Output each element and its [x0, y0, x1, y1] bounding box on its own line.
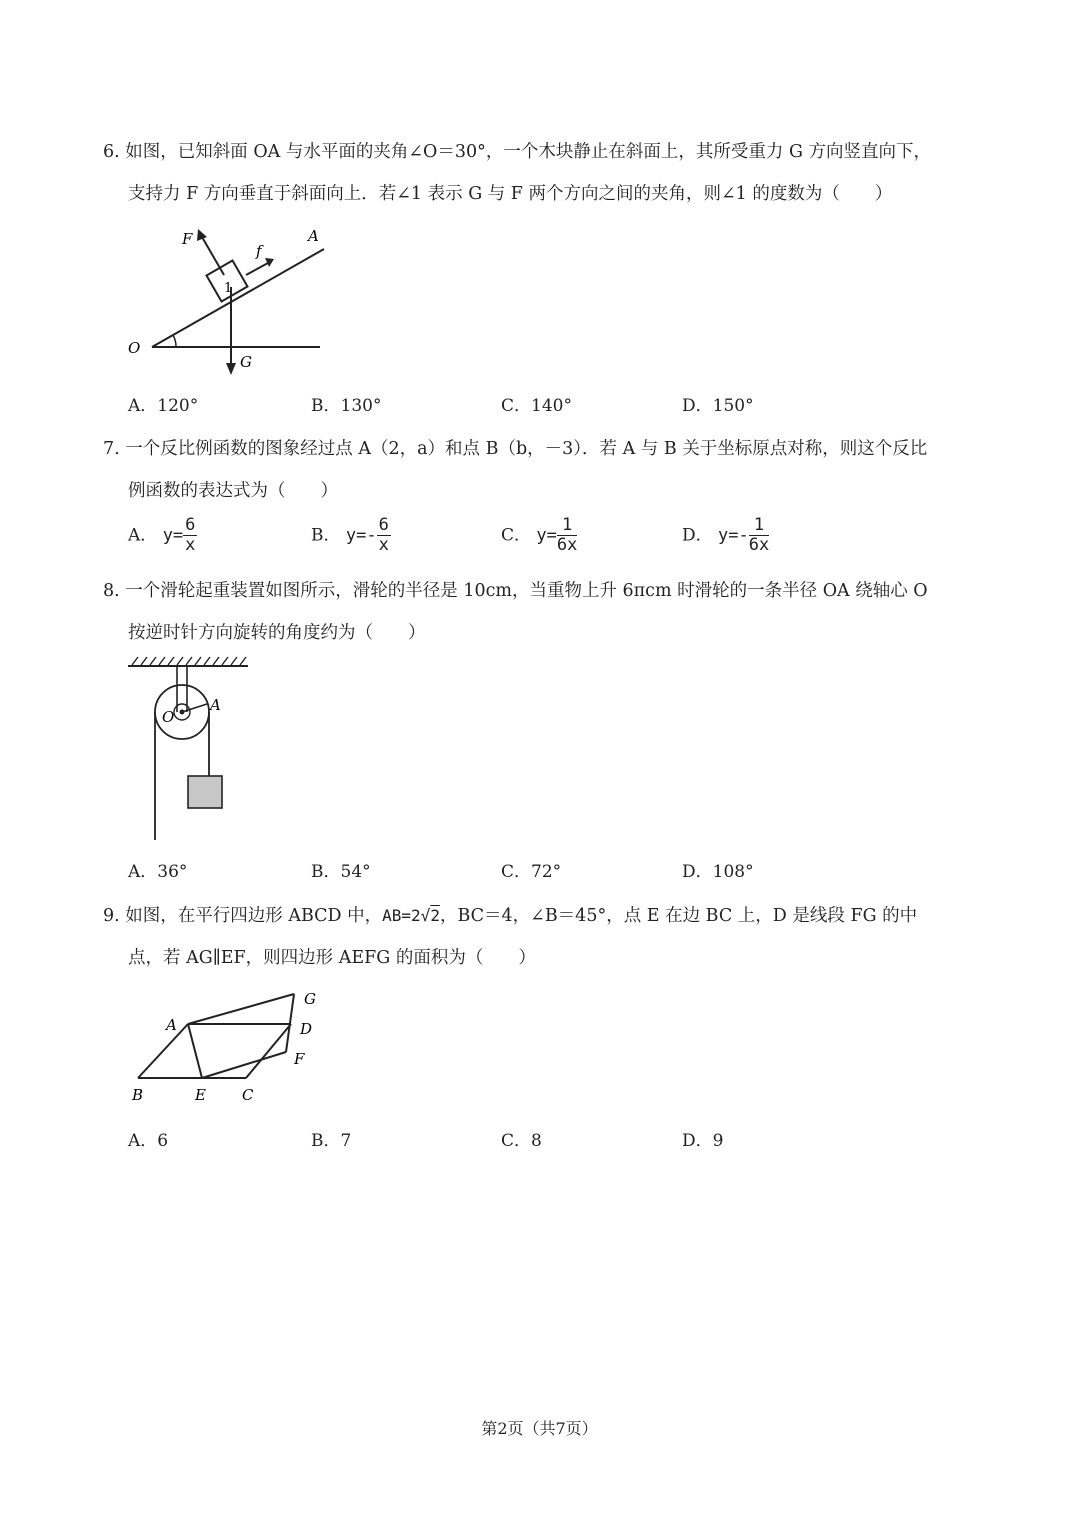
q6-option-b[interactable]: B．130° — [311, 396, 382, 416]
q8-option-b[interactable]: B．54° — [311, 862, 371, 882]
q6-option-a[interactable]: A．120° — [128, 396, 199, 416]
q6-option-c[interactable]: C．140° — [501, 396, 572, 416]
q8-text-line2: 按逆时针方向旋转的角度约为（ ） — [128, 623, 426, 643]
q9-option-c[interactable]: C．8 — [501, 1131, 542, 1151]
q8-option-d[interactable]: D．108° — [682, 862, 754, 882]
q6-label-1: 1 — [224, 281, 233, 296]
q8-text-line1: 8. 一个滑轮起重装置如图所示，滑轮的半径是 10cm，当重物上升 6πcm 时滑轮的一条半径 OA 绕轴心 O — [103, 581, 928, 601]
q7-option-c[interactable]: C． y= $\frac{1}{6x}$ — [501, 515, 578, 555]
q9-figure-parallelogram — [120, 982, 330, 1112]
q7-option-b[interactable]: B． y=- $\frac{6}{x}$ — [311, 515, 389, 555]
q8-label-A: A — [210, 696, 221, 714]
page-footer: 第2页（共7页） — [481, 1419, 598, 1438]
q9-label-E: E — [195, 1086, 206, 1104]
q9-label-A: A — [166, 1016, 177, 1034]
q7-option-a[interactable]: A． y= $\frac{6}{x}$ — [128, 515, 196, 555]
q9-label-G: G — [304, 990, 316, 1008]
q6-label-A: A — [308, 227, 319, 245]
q6-text-line1: 6. 如图，已知斜面 OA 与水平面的夹角∠O＝30°，一个木块静止在斜面上，其所受重力 G 方向竖直向下， — [103, 142, 931, 162]
q7-text-line1: 7. 一个反比例函数的图象经过点 A（2，a）和点 B（b，－3）．若 A 与 B 关于坐标原点对称，则这个反比 — [103, 439, 928, 459]
q6-text-line2: 支持力 F 方向垂直于斜面向上．若∠1 表示 G 与 F 两个方向之间的夹角，则∠1 的度数为（ ） — [128, 184, 893, 204]
q9-text-line1: 9. 如图，在平行四边形 ABCD 中，AB=2√2，BC＝4，∠B＝45°，点 E 在边 BC 上，D 是线段 FG 的中 — [103, 906, 918, 926]
q9-label-B: B — [132, 1086, 144, 1104]
q9-option-a[interactable]: A．6 — [128, 1131, 169, 1151]
q6-label-O: O — [128, 339, 141, 357]
q8-option-c[interactable]: C．72° — [501, 862, 562, 882]
q9-label-F: F — [294, 1050, 305, 1068]
q6-label-f: f — [256, 242, 262, 260]
q8-figure-pulley — [120, 652, 255, 844]
q8-label-O: O — [162, 708, 175, 726]
q9-label-C: C — [242, 1086, 254, 1104]
q9-option-b[interactable]: B．7 — [311, 1131, 352, 1151]
q9-option-d[interactable]: D．9 — [682, 1131, 724, 1151]
q7-text-line2: 例函数的表达式为（ ） — [128, 481, 338, 501]
q6-label-G: G — [240, 353, 252, 371]
q6-option-d[interactable]: D．150° — [682, 396, 754, 416]
q7-option-d[interactable]: D． y=- $\frac{1}{6x}$ — [682, 515, 770, 555]
q9-label-D: D — [300, 1020, 313, 1038]
q6-label-F: F — [182, 230, 193, 248]
q8-option-a[interactable]: A．36° — [128, 862, 188, 882]
q9-text-line2: 点，若 AG∥EF，则四边形 AEFG 的面积为（ ） — [128, 948, 536, 968]
q6-figure-incline — [120, 215, 340, 380]
